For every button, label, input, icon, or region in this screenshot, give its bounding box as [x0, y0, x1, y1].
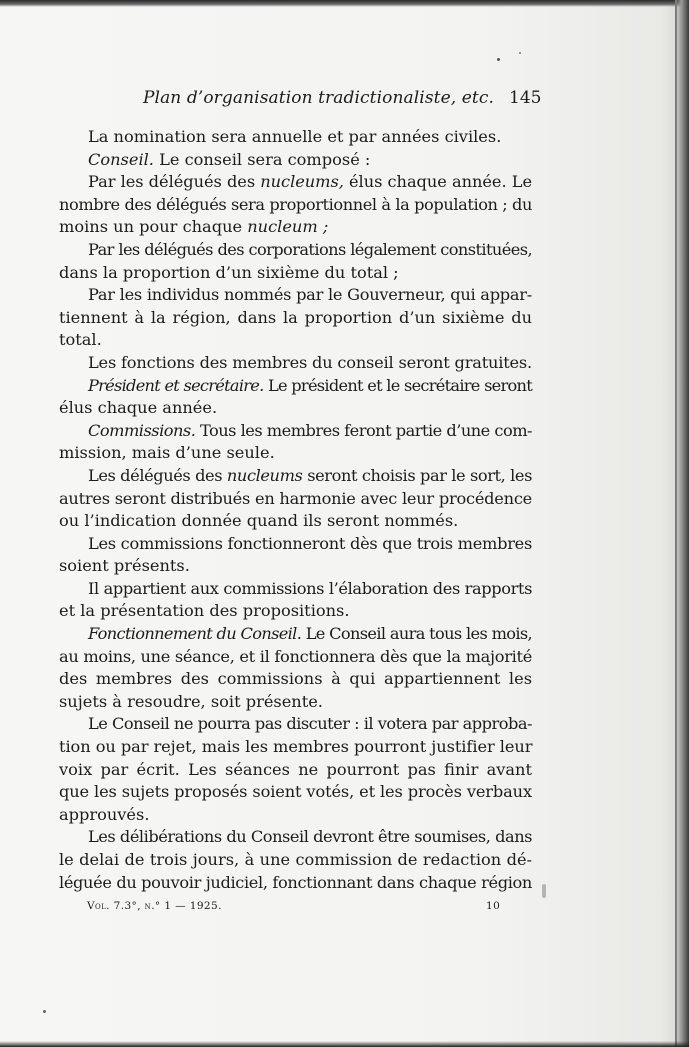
- scan-gutter-line: [675, 0, 677, 1047]
- page-number: 145: [509, 88, 542, 108]
- scan-right-edge: [675, 0, 689, 1047]
- scan-top-edge: [0, 0, 689, 7]
- text-segment: soient présents.: [59, 556, 190, 576]
- running-title: Plan d’organisation tradictionaliste, etc.: [143, 88, 494, 108]
- text-segment: Il appartient aux commissions l’élaboration des rapports: [88, 578, 532, 598]
- italic-term: Président et secrétaire.: [88, 375, 264, 395]
- text-line: [59, 488, 532, 511]
- text-segment: Par les délégués des: [88, 172, 261, 192]
- text-line: [59, 420, 532, 443]
- text-line: [59, 262, 532, 285]
- text-line: [59, 442, 532, 465]
- text-segment: le delai de trois jours, à une commission de redaction dé-: [59, 850, 532, 869]
- text-line: [59, 713, 532, 736]
- body-text: [59, 126, 532, 894]
- running-head: [0, 88, 689, 112]
- italic-term: nucleums: [226, 465, 303, 485]
- text-line: [59, 578, 532, 601]
- italic-term: Conseil.: [88, 149, 154, 169]
- text-segment: approuvés.: [59, 804, 150, 824]
- paper-speck: [43, 1010, 46, 1013]
- text-line: [59, 329, 532, 352]
- text-line: [59, 352, 532, 375]
- text-segment: Les délibérations du Conseil devront être soumises, dans: [88, 827, 532, 847]
- text-segment: Le Conseil ne pourra pas discuter : il votera par approba-: [88, 714, 532, 734]
- text-line: [59, 149, 532, 172]
- text-segment: Les fonctions des membres du conseil seront gratuites.: [88, 352, 532, 372]
- text-segment: Le président et le secrétaire seront: [263, 375, 533, 395]
- text-line: [59, 465, 532, 488]
- signature-number: 10: [486, 900, 501, 912]
- text-segment: ou l’indication donnée quand ils seront nommés.: [59, 511, 459, 531]
- text-line: [59, 646, 532, 669]
- signature-line: [0, 900, 689, 916]
- text-segment: et la présentation des propositions.: [59, 601, 350, 621]
- text-segment: des membres des commissions à qui appartiennent les: [59, 669, 532, 689]
- text-segment: élus chaque année. Le: [343, 172, 532, 192]
- signature-volume: Vol. 7.3°, n.° 1 — 1925.: [87, 900, 222, 912]
- scan-bottom-edge: [0, 1041, 689, 1047]
- text-segment: Le conseil sera composé :: [153, 149, 371, 169]
- text-segment: total.: [59, 330, 102, 350]
- text-line: [59, 600, 532, 623]
- text-line: [59, 533, 532, 556]
- paper-mark: [542, 884, 546, 898]
- text-line: [59, 307, 532, 330]
- text-segment: autres seront distribués en harmonie avec leur procédence: [59, 488, 532, 508]
- text-segment: Les commissions fonctionneront dès que trois membres: [88, 533, 532, 553]
- text-line: [59, 691, 532, 714]
- text-segment: Le Conseil aura tous les mois,: [301, 624, 533, 644]
- text-segment: tion ou par rejet, mais les membres pourront justifier leur: [59, 737, 533, 757]
- text-segment: seront choisis par le sort, les: [302, 465, 533, 485]
- text-line: [59, 239, 532, 262]
- text-line: [59, 826, 532, 849]
- text-segment: mission, mais d’une seule.: [59, 443, 275, 463]
- text-segment: moins un pour chaque: [59, 217, 248, 237]
- italic-term: nucleum ;: [247, 217, 329, 237]
- text-segment: léguée du pouvoir judiciel, fonctionnant dans chaque région: [59, 872, 532, 892]
- text-line: [59, 194, 532, 217]
- paper-speck: [497, 58, 500, 61]
- text-segment: que les sujets proposés soient votés, et les procès verbaux: [59, 782, 532, 802]
- text-segment: Par les délégués des corporations légalement constituées,: [88, 239, 533, 259]
- text-line: [59, 759, 532, 782]
- text-line: [59, 171, 532, 194]
- text-line: [59, 126, 532, 149]
- italic-term: Commissions.: [88, 420, 196, 440]
- text-segment: Par les individus nommés par le Gouverneur, qui appar-: [88, 285, 532, 305]
- text-line: [59, 555, 532, 578]
- text-line: [59, 781, 532, 804]
- text-line: [59, 510, 532, 533]
- italic-term: Fonctionnement du Conseil.: [88, 624, 302, 644]
- text-line: [59, 284, 532, 307]
- text-line: [59, 623, 532, 646]
- text-line: [59, 804, 532, 827]
- text-line: [59, 216, 532, 239]
- text-segment: Les délégués des: [88, 465, 227, 485]
- text-line: [59, 375, 532, 398]
- italic-term: nucleums,: [260, 172, 344, 192]
- text-segment: sujets à resoudre, soit présente.: [59, 691, 323, 711]
- text-segment: La nomination sera annuelle et par années civiles.: [88, 127, 502, 146]
- text-line: [59, 849, 532, 872]
- paper-speck: [519, 52, 521, 54]
- text-line: [59, 736, 532, 759]
- text-segment: Tous les membres feront partie d’une com-: [195, 420, 532, 440]
- text-segment: voix par écrit. Les séances ne pourront pas finir avant: [59, 759, 532, 779]
- text-segment: nombre des délégués sera proportionnel à la population ; du: [59, 194, 533, 214]
- text-segment: au moins, une séance, et il fonctionnera dès que la majorité: [59, 646, 532, 666]
- text-line: [59, 872, 532, 895]
- text-segment: élus chaque année.: [59, 398, 218, 418]
- text-segment: dans la proportion d’un sixième du total ;: [59, 262, 399, 282]
- text-line: [59, 397, 532, 420]
- text-line: [59, 668, 532, 691]
- text-segment: tiennent à la région, dans la proportion d’un sixième du: [59, 307, 532, 327]
